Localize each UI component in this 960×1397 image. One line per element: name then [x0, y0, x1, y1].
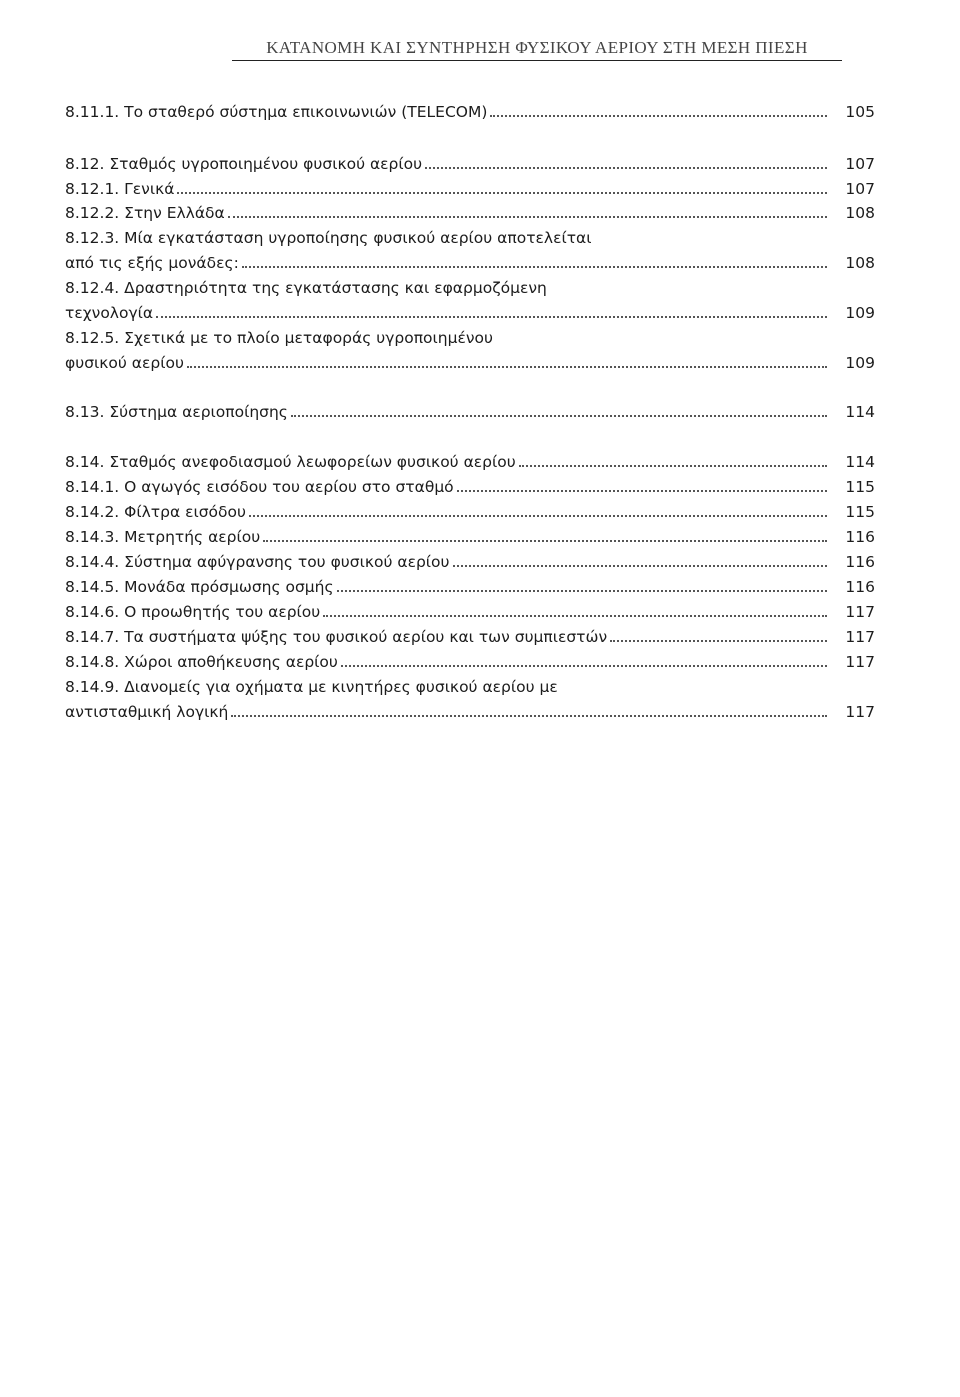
toc-entry-text: 8.12.5. Σχετικά με το πλοίο μεταφοράς υγροποιημένου [65, 329, 493, 347]
toc-entry[interactable] [65, 274, 875, 298]
toc-entry-page: 115 [845, 503, 875, 521]
toc-entry[interactable] [65, 175, 875, 199]
toc-entry-text: 8.14.5. Μονάδα πρόσμωσης οσμής [65, 578, 334, 596]
toc-entry-page: 117 [845, 628, 875, 646]
toc-entry-page: 116 [845, 553, 875, 571]
toc-entry-page: 117 [845, 703, 875, 721]
toc-entry-text: αντισταθμική λογική [65, 703, 229, 721]
toc-entry-page: 115 [845, 478, 875, 496]
toc-entry[interactable] [65, 324, 875, 348]
toc-entry-text: 8.14.6. Ο προωθητής του αερίου [65, 603, 321, 621]
toc-entry[interactable] [65, 473, 875, 497]
leader-dots [231, 715, 827, 717]
toc-entry-continuation[interactable] [65, 698, 875, 722]
toc-entry-text: 8.14.8. Χώροι αποθήκευσης αερίου [65, 653, 338, 671]
toc-entry-text: 8.12. Σταθμός υγροποιημένου φυσικού αερίου [65, 155, 423, 173]
toc-entry-page: 116 [845, 528, 875, 546]
toc-entry-text: 8.14.2. Φίλτρα εισόδου [65, 503, 246, 521]
leader-dots [242, 266, 827, 268]
toc-entry-page: 108 [845, 254, 875, 272]
toc-entry-text: 8.12.1. Γενικά [65, 180, 175, 198]
toc-entry-page: 107 [845, 180, 875, 198]
toc-entry-text: 8.11.1. Το σταθερό σύστημα επικοινωνιών (TELECOM) [65, 103, 488, 121]
toc-entry-text: τεχνολογία [65, 304, 154, 322]
toc-entry[interactable] [65, 98, 875, 122]
leader-dots [323, 615, 827, 617]
toc-entry[interactable] [65, 448, 875, 472]
leader-dots [177, 192, 827, 194]
leader-dots [610, 640, 827, 642]
toc-entry-page: 117 [845, 603, 875, 621]
toc-entry[interactable] [65, 498, 875, 522]
leader-dots [337, 590, 827, 592]
toc-entry-text: 8.13. Σύστημα αεριοποίησης [65, 403, 288, 421]
toc-entry-page: 109 [845, 354, 875, 372]
leader-dots [156, 316, 827, 318]
toc-entry-continuation[interactable] [65, 299, 875, 323]
toc-entry-text: 8.14.4. Σύστημα αφύγρανσης του φυσικού αερίου [65, 553, 450, 571]
toc-entry[interactable] [65, 398, 875, 422]
toc-entry[interactable] [65, 150, 875, 174]
toc-entry[interactable] [65, 598, 875, 622]
toc-entry[interactable] [65, 224, 875, 248]
toc-entry-continuation[interactable] [65, 349, 875, 373]
leader-dots [453, 565, 828, 567]
toc-entry-text: 8.12.4. Δραστηριότητα της εγκατάστασης και εφαρμοζόμενη [65, 279, 547, 297]
leader-dots [263, 540, 827, 542]
toc-entry-page: 108 [845, 204, 875, 222]
toc-entry-text: 8.12.2. Στην Ελλάδα [65, 204, 225, 222]
toc-entry-continuation[interactable] [65, 249, 875, 273]
leader-dots [291, 415, 827, 417]
toc-entry-page: 116 [845, 578, 875, 596]
toc-entry-page: 107 [845, 155, 875, 173]
leader-dots [457, 490, 827, 492]
toc-entry[interactable] [65, 523, 875, 547]
toc-entry[interactable] [65, 573, 875, 597]
toc-entry-text: 8.14.1. Ο αγωγός εισόδου του αερίου στο σταθμό [65, 478, 454, 496]
toc-entry-text: φυσικού αερίου [65, 354, 184, 372]
toc-entry[interactable] [65, 623, 875, 647]
leader-dots [187, 366, 827, 368]
leader-dots [490, 115, 827, 117]
toc-entry[interactable] [65, 199, 875, 223]
toc-entry-page: 105 [845, 103, 875, 121]
toc-entry[interactable] [65, 673, 875, 697]
toc-entry-text: 8.14.3. Μετρητής αερίου [65, 528, 261, 546]
toc-entry-page: 109 [845, 304, 875, 322]
toc-entry-text: 8.14. Σταθμός ανεφοδιασμού λεωφορείων φυσικού αερίου [65, 453, 516, 471]
toc-entry-text: 8.14.7. Τα συστήματα ψύξης του φυσικού αερίου και των συμπιεστών [65, 628, 608, 646]
leader-dots [249, 515, 827, 517]
toc-entry-page: 114 [845, 403, 875, 421]
toc-entry-text: 8.14.9. Διανομείς για οχήματα με κινητήρες φυσικού αερίου με [65, 678, 558, 696]
toc-entry-text: από τις εξής μονάδες: [65, 254, 239, 272]
leader-dots [425, 167, 827, 169]
running-header: ΚΑΤΑΝΟΜΗ ΚΑΙ ΣΥΝΤΗΡΗΣΗ ΦΥΣΙΚΟΥ ΑΕΡΙΟΥ ΣΤΗ ΜΕΣΗ ΠΙΕΣΗ [232, 38, 842, 61]
leader-dots [228, 216, 827, 218]
toc-entry-text: 8.12.3. Μία εγκατάσταση υγροποίησης φυσικού αερίου αποτελείται [65, 229, 592, 247]
toc-entry[interactable] [65, 548, 875, 572]
leader-dots [519, 465, 827, 467]
leader-dots [341, 665, 827, 667]
toc-entry-page: 117 [845, 653, 875, 671]
toc-entry-page: 114 [845, 453, 875, 471]
toc-entry[interactable] [65, 648, 875, 672]
